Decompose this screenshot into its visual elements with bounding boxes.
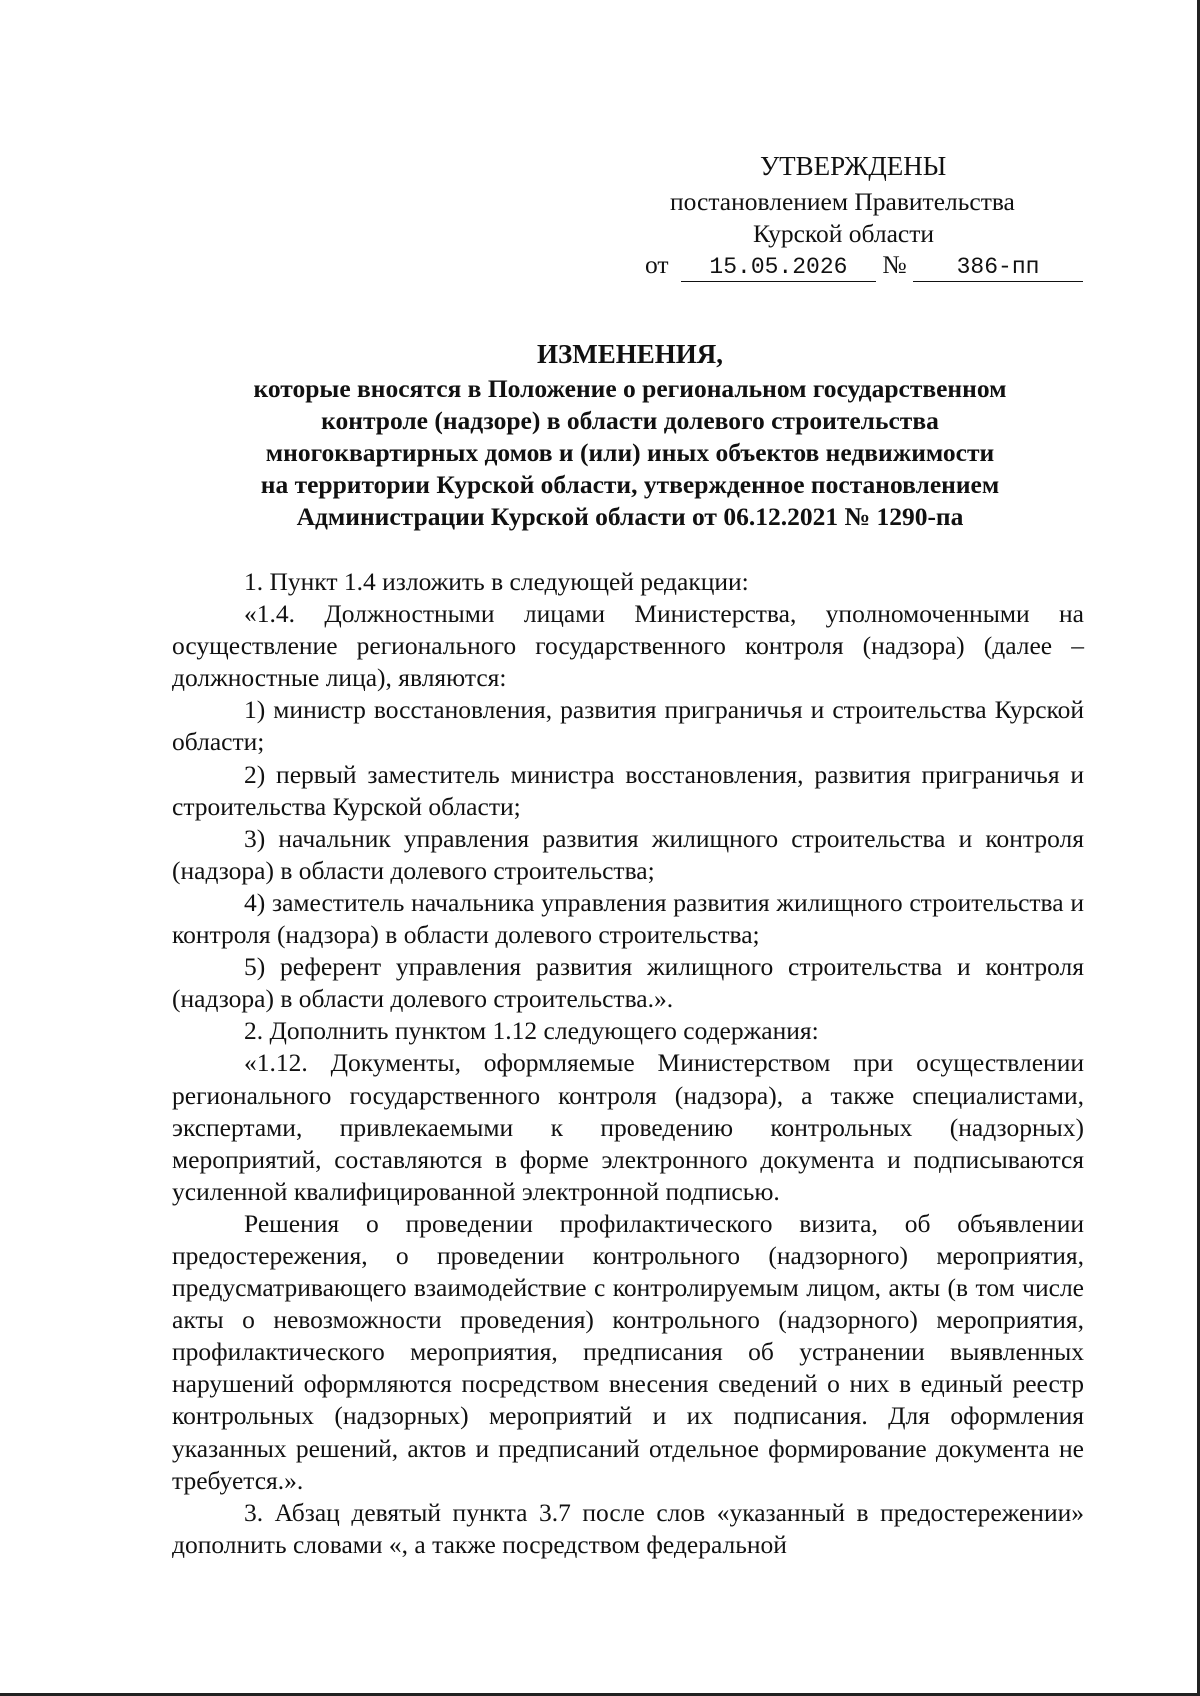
paragraph: 2. Дополнить пунктом 1.12 следующего содержания: xyxy=(244,1016,819,1046)
document-heading xyxy=(175,338,1085,533)
paragraph: «1.4. Должностными лицами Министерства, уполномоченными на осуществление регионального государственного контроля (надзора) (далее – должностные лица), являются: xyxy=(172,599,1084,693)
heading-line: многоквартирных домов и (или) иных объектов недвижимости xyxy=(265,438,995,467)
heading-line: на территории Курской области, утвержденное постановлением xyxy=(260,470,1000,499)
paragraph: 1) министр восстановления, развития приграничья и строительства Курской области; xyxy=(172,695,1084,757)
heading-title: ИЗМЕНЕНИЯ, xyxy=(536,339,723,369)
document-body xyxy=(172,566,1084,1561)
approval-date-number xyxy=(645,249,1083,282)
paragraph: Решения о проведении профилактического визита, об объявлении предостережения, о проведении контрольного (надзорного) мероприятия, предусматривающего взаимодействие с контролируемым лицом, акты (в том числе акты о невозможности проведения) контрольного (надзорного) мероприятия, профилактического мероприятия, предписания об устранении выявленных нарушений оформляются посредством внесения сведений о них в единый реестр контрольных (надзорных) мероприятий и их подписания. Для оформления указанных решений, актов и предписаний отдельное формирование документа не требуется.». xyxy=(172,1208,1084,1495)
approval-date-prefix: от xyxy=(645,250,669,279)
approval-region: Курской области xyxy=(753,219,935,248)
heading-line: которые вносятся в Положение о региональном государственном xyxy=(253,374,1007,403)
paragraph: 2) первый заместитель министра восстановления, развития приграничья и строительства Курской области; xyxy=(172,759,1084,821)
paragraph: 3. Абзац девятый пункта 3.7 после слов «указанный в предостережении» дополнить словами «, а также посредством федеральной xyxy=(172,1497,1084,1559)
paragraph: 5) референт управления развития жилищного строительства и контроля (надзора) в области долевого строительства.». xyxy=(172,952,1084,1014)
paragraph: «1.12. Документы, оформляемые Министерством при осуществлении регионального государственного контроля (надзора), а также специалистами, экспертами, привлекаемыми к проведению контрольных (надзорных) мероприятий, составляются в форме электронного документа и подписываются усиленной квалифицированной электронной подписью. xyxy=(172,1048,1084,1206)
approval-number-field: 386-пп xyxy=(913,253,1083,282)
approval-number-label: № xyxy=(882,250,907,279)
paragraph: 1. Пункт 1.4 изложить в следующей редакции: xyxy=(244,567,749,596)
paragraph: 4) заместитель начальника управления развития жилищного строительства и контроля (надзора) в области долевого строительства; xyxy=(172,887,1084,950)
approval-title: УТВЕРЖДЕНЫ xyxy=(760,151,947,181)
heading-line: Администрации Курской области от 06.12.2021 № 1290-па xyxy=(296,502,964,531)
approval-date-field: 15.05.2026 xyxy=(681,253,876,282)
heading-line: контроле (надзоре) в области долевого строительства xyxy=(321,406,939,435)
approval-issuer: постановлением Правительства xyxy=(670,187,1015,216)
paragraph: 3) начальник управления развития жилищного строительства и контроля (надзора) в области долевого строительства; xyxy=(172,823,1084,885)
